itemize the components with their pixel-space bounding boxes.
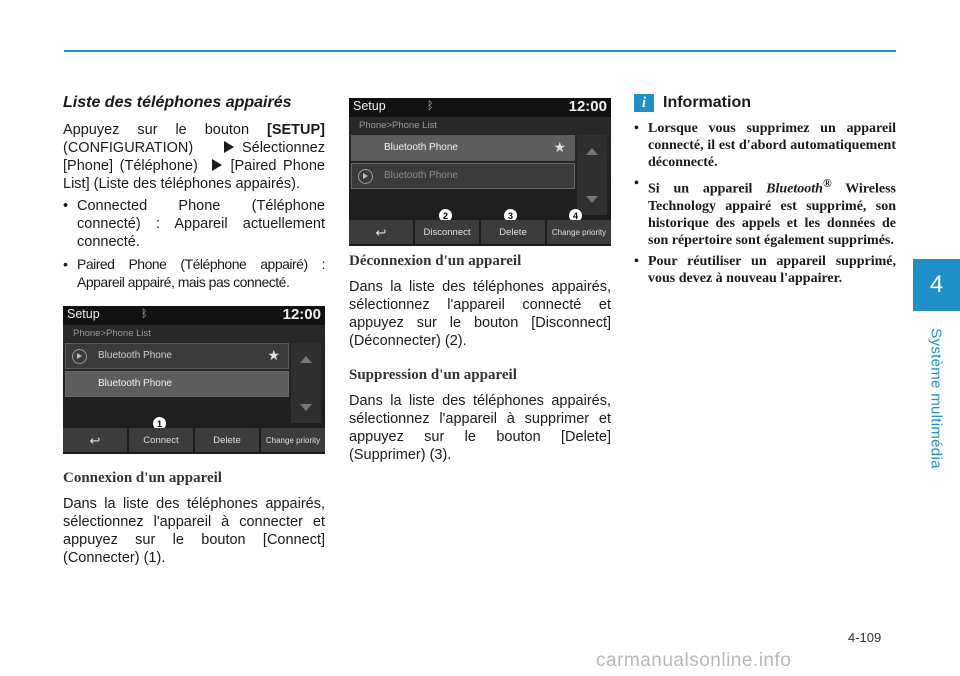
bullet-connected-phone: • Connected Phone (Téléphone connecté) : Appareil actuellement connecté. (63, 197, 325, 251)
info-bullet: • Pour réutiliser un appareil supprimé, vous devez à nouveau l'appairer. (634, 253, 896, 287)
play-icon (72, 349, 87, 364)
change-priority-button[interactable]: Change priority (547, 220, 611, 244)
heading-disconnect-device: Déconnexion d'un appareil (349, 253, 522, 269)
page-number: 4-109 (848, 630, 882, 645)
screen-button-bar (63, 428, 325, 452)
change-priority-button[interactable]: Change priority (261, 428, 325, 452)
phone-list-item[interactable]: Bluetooth Phone ★ (351, 135, 575, 161)
callout-badge: 2 (439, 209, 452, 222)
triangle-arrow-icon (224, 141, 234, 153)
connect-paragraph: Dans la liste des téléphones appairés, sélectionnez l'appareil à connecter et appuyez sur le bouton [Connect] (Connecter) (1). (63, 496, 325, 566)
watermark: carmanualsonline.info (596, 650, 792, 671)
scrollbar[interactable] (291, 343, 321, 423)
screen-breadcrumb: Phone>Phone List (359, 120, 437, 131)
header-rule (64, 50, 896, 52)
screen-clock: 12:00 (282, 306, 321, 323)
scroll-up-icon[interactable] (300, 356, 312, 363)
screen-clock: 12:00 (568, 98, 607, 115)
screen-paired-list-1 (63, 306, 325, 454)
column-2 (349, 98, 611, 464)
screen-breadcrumb: Phone>Phone List (73, 328, 151, 339)
disconnect-paragraph: Dans la liste des téléphones appairés, sélectionnez l'appareil connecté et appuyez sur le bouton [Disconnect] (Déconnecter) (2). (349, 279, 611, 349)
delete-button[interactable]: Delete (481, 220, 545, 244)
info-header (634, 94, 896, 112)
callout-badge: 4 (569, 209, 582, 222)
back-icon[interactable]: ↩ (63, 428, 127, 452)
connect-button[interactable]: Connect (129, 428, 193, 452)
heading-connect-device: Connexion d'un appareil (63, 470, 222, 486)
scroll-down-icon[interactable] (586, 196, 598, 203)
column-3 (634, 94, 896, 291)
bluetooth-icon: ᛒ (141, 308, 148, 320)
column-1 (63, 94, 325, 567)
info-title: Information (663, 94, 751, 111)
heading-delete-device: Suppression d'un appareil (349, 367, 517, 383)
info-bullet: • Lorsque vous supprimez un appareil connecté, il est d'abord automatiquement déconnecté. (634, 120, 896, 171)
callout-badge: 1 (153, 417, 166, 430)
phone-list-item[interactable]: Bluetooth Phone (351, 163, 575, 189)
disconnect-button[interactable]: Disconnect (415, 220, 479, 244)
section-heading-paired-list: Liste des téléphones appairés (63, 94, 292, 111)
intro-paragraph: Appuyez sur le bouton [SETUP] (CONFIGURATION) Sélectionnez [Phone] (Téléphone) [Paired Phone List] (Liste des téléphones appairés). (63, 122, 325, 192)
info-icon: i (634, 94, 654, 112)
delete-paragraph: Dans la liste des téléphones appairés, sélectionnez l'appareil à supprimer et appuyez sur le bouton [Delete] (Supprimer) (3). (349, 393, 611, 463)
screen-title: Setup (67, 307, 100, 321)
phone-list-item[interactable]: Bluetooth Phone ★ (65, 343, 289, 369)
chapter-number: 4 (929, 271, 944, 298)
star-icon: ★ (267, 347, 280, 363)
bullet-paired-phone: • Paired Phone (Téléphone appairé) : Appareil appairé, mais pas connecté. (63, 255, 325, 291)
callout-badge: 3 (504, 209, 517, 222)
screen-header (63, 306, 325, 325)
triangle-arrow-icon (212, 159, 222, 171)
bluetooth-brand: Bluetooth (766, 181, 823, 197)
scroll-down-icon[interactable] (300, 404, 312, 411)
screen-paired-list-2 (349, 98, 611, 246)
info-bullet: • Si un appareil Bluetooth® Wireless Technology appairé est supprimé, son historique des appels et les données de son répertoire sont également supprimés. (634, 175, 896, 249)
chapter-title: Système multimédia (927, 327, 945, 469)
delete-button[interactable]: Delete (195, 428, 259, 452)
bluetooth-icon: ᛒ (427, 100, 434, 112)
chapter-tab (913, 259, 960, 311)
screen-title: Setup (353, 99, 386, 113)
scroll-up-icon[interactable] (586, 148, 598, 155)
screen-button-bar (349, 220, 611, 244)
chapter-title-vertical (916, 318, 956, 478)
star-icon: ★ (553, 139, 566, 155)
phone-list-item[interactable]: Bluetooth Phone (65, 371, 289, 397)
play-icon (358, 169, 373, 184)
back-icon[interactable]: ↩ (349, 220, 413, 244)
setup-keyword: [SETUP] (267, 122, 325, 138)
screen-header (349, 98, 611, 117)
scrollbar[interactable] (577, 135, 607, 215)
